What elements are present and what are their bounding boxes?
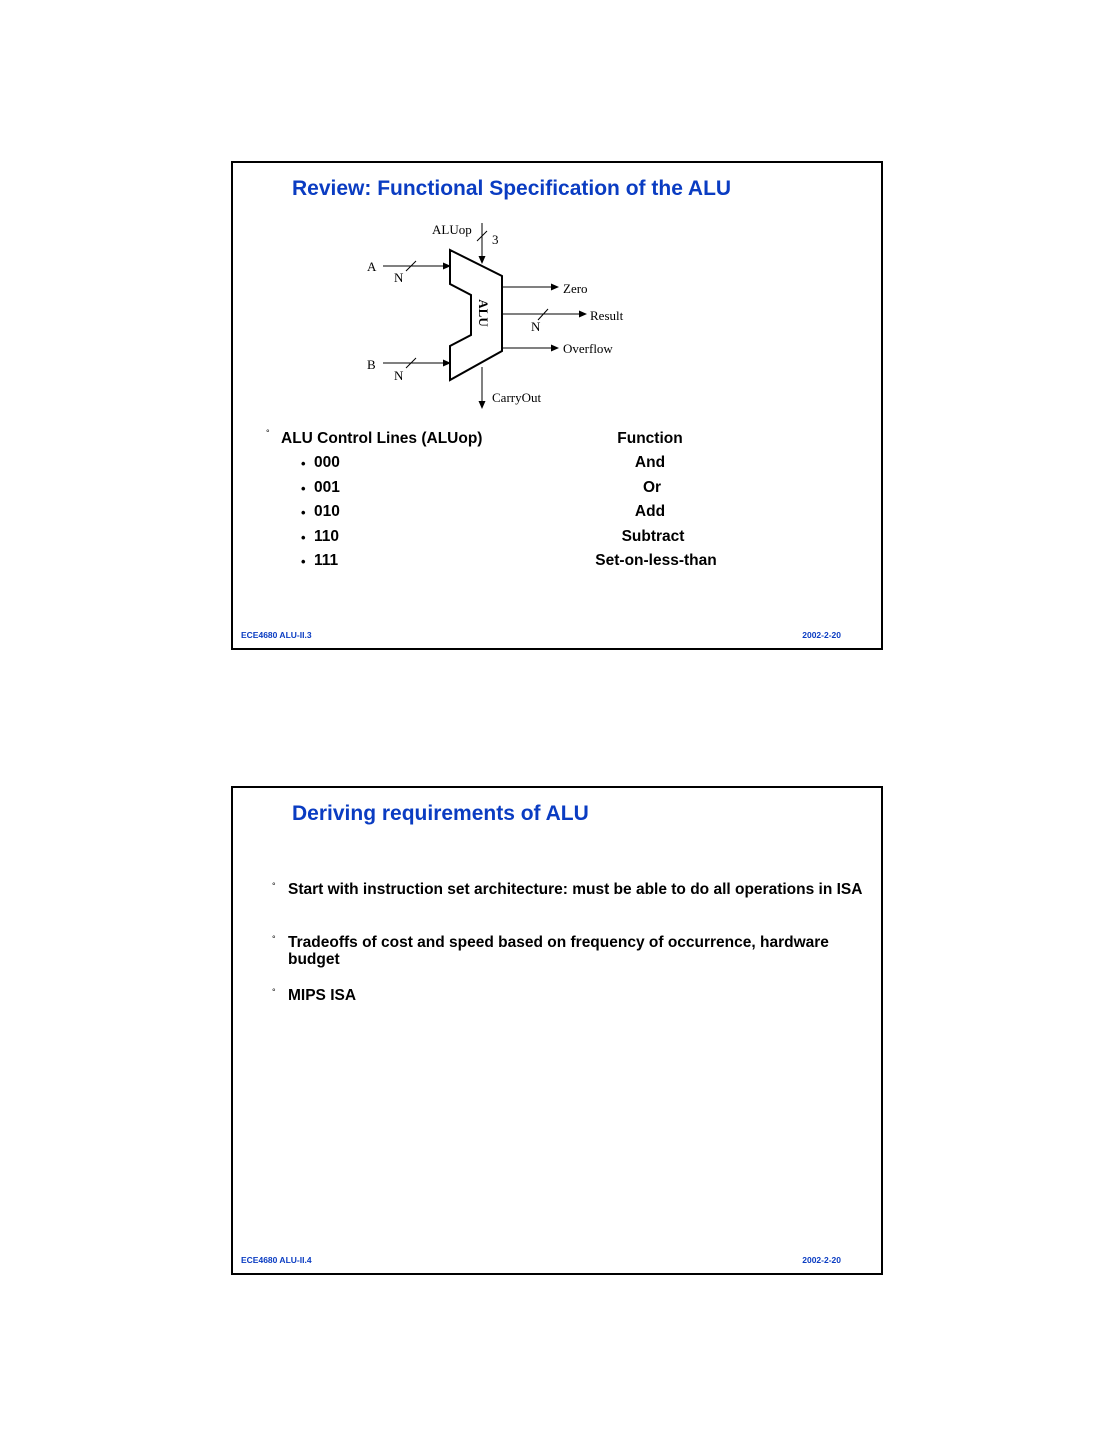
alu-block-diagram bbox=[233, 163, 881, 423]
sub-bullet-dot: • bbox=[301, 554, 306, 569]
output-result-label: Result bbox=[590, 308, 624, 323]
output-overflow-label: Overflow bbox=[563, 341, 613, 356]
input-a-width: N bbox=[394, 270, 404, 285]
bullet-item bbox=[272, 987, 863, 1004]
slide-title: Deriving requirements of ALU bbox=[292, 802, 589, 825]
aluop-function: Or bbox=[642, 479, 662, 496]
bullet-marker: ° bbox=[266, 428, 270, 438]
bullet-marker: ° bbox=[272, 934, 276, 944]
aluop-code: 110 bbox=[314, 528, 340, 545]
control-lines-label: ALU Control Lines (ALUop) bbox=[281, 430, 483, 447]
aluop-function: Subtract bbox=[621, 528, 685, 545]
sub-bullet-dot: • bbox=[301, 456, 306, 471]
aluop-width: 3 bbox=[492, 232, 499, 247]
slide-alu-review bbox=[231, 161, 883, 650]
input-b-label: B bbox=[367, 357, 376, 372]
footer-course-code: ECE4680 ALU-II.3 bbox=[241, 630, 312, 640]
output-carryout-label: CarryOut bbox=[492, 390, 542, 405]
sub-bullet-dot: • bbox=[301, 530, 306, 545]
bullet-text: Start with instruction set architecture: must be able to do all operations in ISA bbox=[288, 881, 863, 898]
sub-bullet-dot: • bbox=[301, 505, 306, 520]
bullet-marker: ° bbox=[272, 881, 276, 891]
footer-course-code: ECE4680 ALU-II.4 bbox=[241, 1255, 312, 1265]
bullet-marker: ° bbox=[272, 987, 276, 997]
slide-title: Review: Functional Specification of the ALU bbox=[292, 177, 732, 200]
function-header: Function bbox=[617, 430, 683, 447]
aluop-code: 000 bbox=[314, 454, 340, 471]
aluop-code: 010 bbox=[314, 503, 340, 520]
bullet-item bbox=[272, 934, 863, 968]
aluop-code: 111 bbox=[314, 552, 339, 569]
output-zero-label: Zero bbox=[563, 281, 588, 296]
alu-label: ALU bbox=[476, 299, 491, 327]
bullet-text: Tradeoffs of cost and speed based on frequency of occurrence, hardware budget bbox=[288, 934, 829, 968]
sub-bullet-dot: • bbox=[301, 481, 306, 496]
output-result-width: N bbox=[531, 319, 541, 334]
input-a-label: A bbox=[367, 259, 377, 274]
aluop-function: Set-on-less-than bbox=[595, 552, 717, 569]
footer-date: 2002-2-20 bbox=[802, 630, 841, 640]
aluop-label: ALUop bbox=[432, 222, 472, 237]
aluop-function: And bbox=[634, 454, 666, 471]
aluop-function: Add bbox=[634, 503, 666, 520]
alu-shape bbox=[450, 250, 502, 380]
bullet-item bbox=[272, 881, 863, 898]
bullet-text: MIPS ISA bbox=[288, 987, 357, 1004]
footer-date: 2002-2-20 bbox=[802, 1255, 841, 1265]
input-b-width: N bbox=[394, 368, 404, 383]
slide-deriving-requirements bbox=[231, 786, 883, 1275]
aluop-code: 001 bbox=[314, 479, 340, 496]
